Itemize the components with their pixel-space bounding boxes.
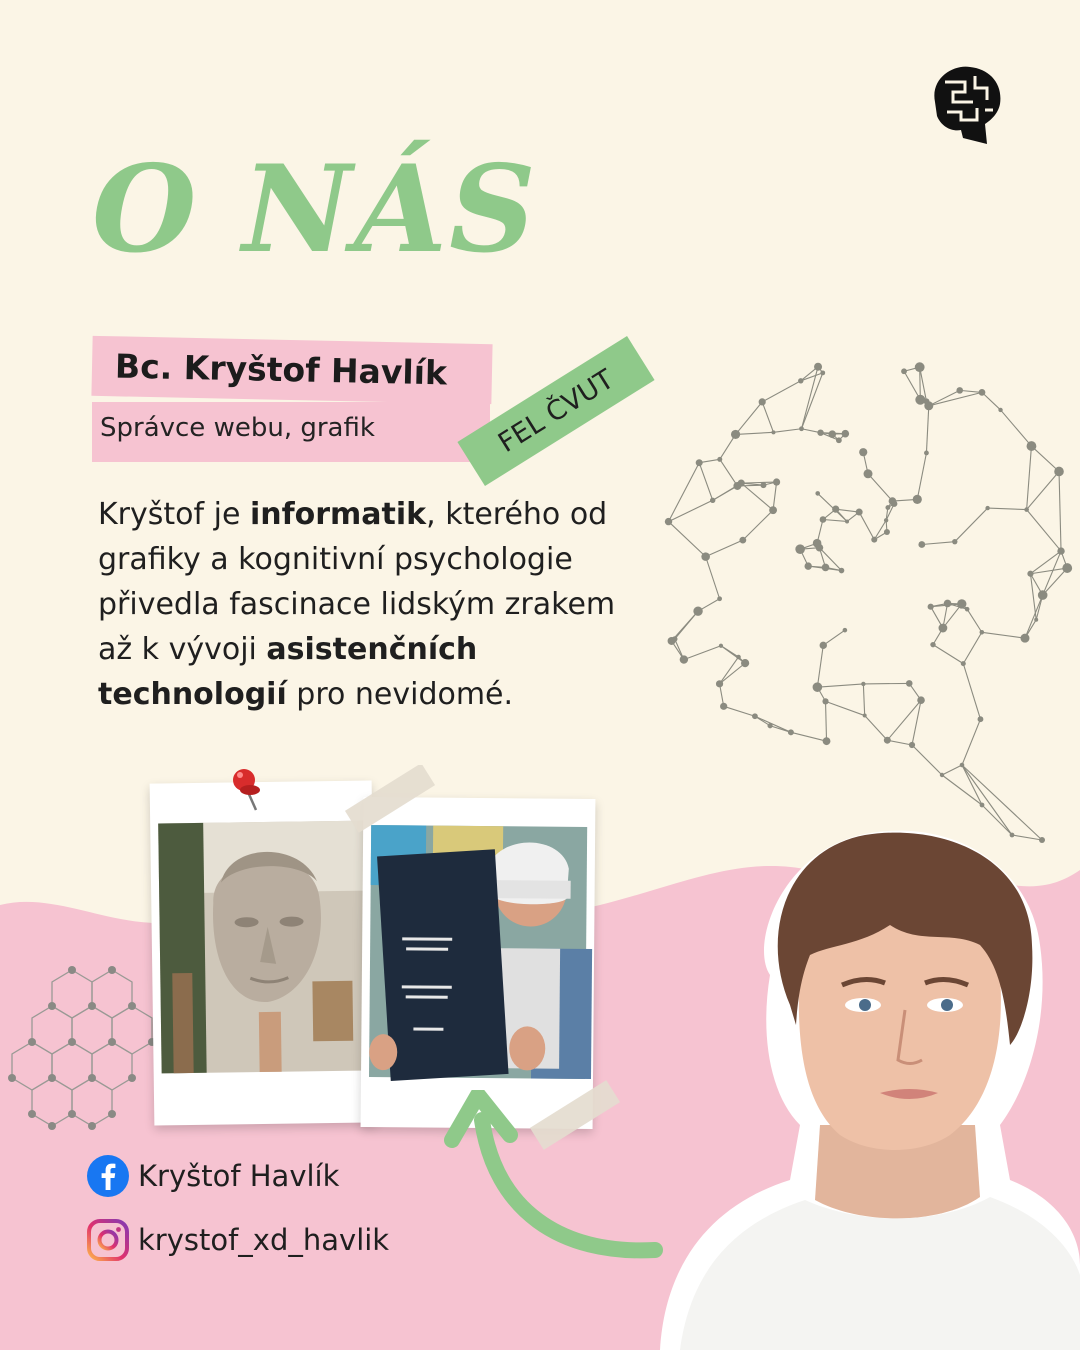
description-bold-2: asistenčních technologií (98, 632, 478, 712)
description-text-2: , kterého od grafiky a kognitivní psychologie přivedla fascinace lidským zrakem až k vývoji (98, 497, 616, 667)
instagram-handle: krystof_xd_havlik (138, 1223, 390, 1257)
facebook-handle: Kryštof Havlík (138, 1159, 340, 1193)
facebook-icon (86, 1154, 130, 1198)
instagram-link[interactable] (86, 1218, 389, 1262)
facebook-link[interactable] (86, 1154, 339, 1198)
brain-network-icon (612, 335, 1080, 855)
description-bold-1: informatik (249, 497, 427, 532)
page-title: O NÁS (92, 139, 538, 280)
university-badge: FEL ČVUT (457, 336, 654, 486)
hexagon-network-icon (0, 960, 170, 1140)
tape-top (340, 765, 440, 835)
pushpin-icon (226, 762, 270, 814)
description-text-1: Kryštof je (98, 497, 250, 532)
instagram-icon (86, 1218, 130, 1262)
brain-maze-logo-icon (925, 62, 1005, 152)
portrait-photo (620, 795, 1080, 1350)
person-name: Bc. Kryštof Havlík (114, 346, 448, 393)
description-text-3: pro nevidomé. (286, 677, 514, 712)
person-role: Správce webu, grafik (100, 413, 375, 443)
description (98, 492, 618, 717)
